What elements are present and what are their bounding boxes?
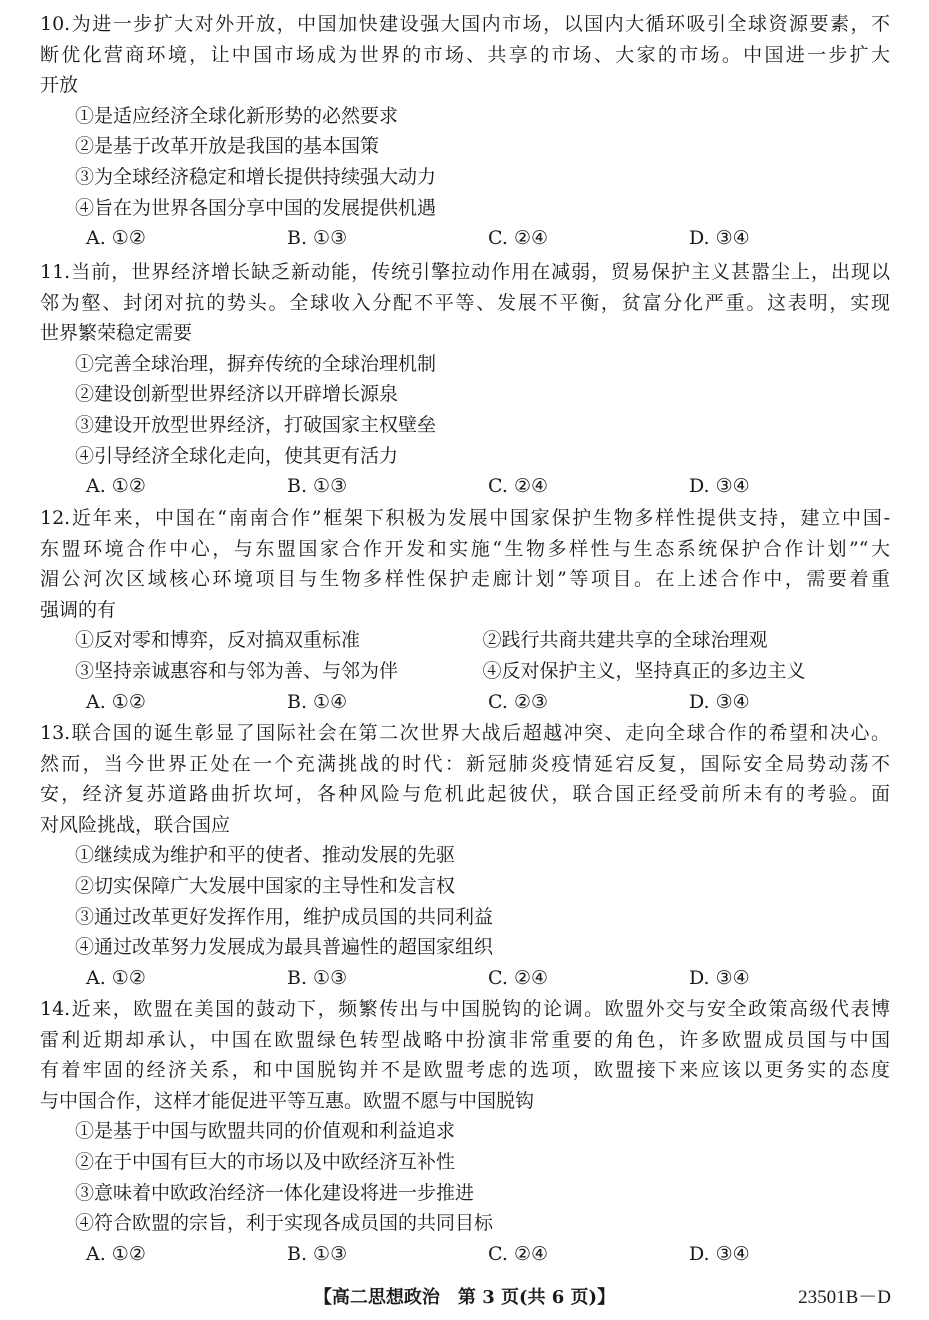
stem-line: 11.当前，世界经济增长缺乏新动能，传统引擎拉动作用在减弱，贸易保护主义甚嚣尘上，出现以 (40, 261, 890, 283)
question-10 (40, 9, 890, 254)
choice-d: D. ③④ (689, 475, 750, 498)
option-2: ②践行共商共建共享的全球治理观 (482, 629, 768, 652)
stem-line: 有着牢固的经济关系，和中国脱钩并不是欧盟考虑的选项，欧盟接下来应该以更务实的态度 (40, 1059, 890, 1082)
option-1: ①反对零和博弈，反对搞双重标准 (75, 629, 361, 652)
stem-line: 开放 (40, 74, 79, 97)
answer-choices (40, 1239, 890, 1270)
stem-line: 湄公河次区域核心环境项目与生物多样性保护走廊计划”等项目。在上述合作中，需要着重 (40, 568, 890, 591)
choice-c: C. ②④ (488, 966, 549, 989)
stem-line: 东盟环境合作中心，与东盟国家合作开发和实施“生物多样性与生态系统保护合作计划”“大 (40, 537, 890, 560)
option-1: ①完善全球治理，摒弃传统的全球治理机制 (75, 352, 437, 375)
stem-line: 断优化营商环境，让中国市场成为世界的市场、共享的市场、大家的市场。中国进一步扩大 (40, 43, 890, 66)
choice-b: B. ①③ (287, 227, 348, 250)
option-4: ④反对保护主义，坚持真正的多边主义 (482, 659, 806, 682)
choice-a: A. ①② (86, 475, 146, 498)
option-3: ③为全球经济稳定和增长提供持续强大动力 (75, 165, 437, 188)
stem-line: 13.联合国的诞生彰显了国际社会在第二次世界大战后超越冲突、走向全球合作的希望和决心。 (40, 722, 890, 744)
choice-c: C. ②④ (488, 1242, 549, 1265)
stem-line: 强调的有 (40, 598, 117, 621)
option-3: ③意味着中欧政治经济一体化建设将进一步推进 (75, 1181, 475, 1204)
question-stem (40, 9, 890, 101)
option-4: ④符合欧盟的宗旨，利于实现各成员国的共同目标 (75, 1212, 494, 1235)
stem-line: 雷利近期却承认，中国在欧盟绿色转型战略中扮演非常重要的角色，许多欧盟成员国与中国 (40, 1028, 890, 1051)
choice-b: B. ①③ (287, 966, 348, 989)
option-2: ②切实保障广大发展中国家的主导性和发言权 (75, 874, 456, 897)
stem-line: 世界繁荣稳定需要 (40, 322, 193, 345)
choice-a: A. ①② (86, 227, 146, 250)
answer-choices (40, 687, 890, 718)
answer-choices (40, 223, 890, 254)
option-3: ③建设开放型世界经济，打破国家主权壁垒 (75, 413, 437, 436)
option-3: ③坚持亲诚惠容和与邻为善、与邻为伴 (75, 659, 399, 682)
choice-d: D. ③④ (689, 1242, 750, 1265)
option-1: ①是适应经济全球化新形势的必然要求 (75, 104, 399, 127)
stem-line: 与中国合作，这样才能促进平等互惠。欧盟不愿与中国脱钩 (40, 1089, 535, 1112)
option-1: ①是基于中国与欧盟共同的价值观和利益追求 (75, 1120, 456, 1143)
question-stem (40, 994, 890, 1116)
stem-line: 12.近年来，中国在“南南合作”框架下积极为发展中国家保护生物多样性提供支持，建立中国- (40, 507, 890, 529)
stem-line: 14.近来，欧盟在美国的鼓动下，频繁传出与中国脱钩的论调。欧盟外交与安全政策高级代表博 (40, 998, 890, 1020)
option-2: ②建设创新型世界经济以开辟增长源泉 (75, 383, 399, 406)
stem-line: 安，经济复苏道路曲折坎坷，各种风险与危机此起彼伏，联合国正经受前所未有的考验。面 (40, 783, 890, 806)
footer-page-info: 【高二思想政治 第 3 页(共 6 页)】 (313, 1287, 616, 1308)
question-stem (40, 257, 890, 349)
choice-a: A. ①② (86, 966, 146, 989)
option-4: ④通过改革努力发展成为最具普遍性的超国家组织 (75, 936, 494, 959)
option-4: ④引导经济全球化走向，使其更有活力 (75, 444, 399, 467)
choice-d: D. ③④ (689, 227, 750, 250)
choice-b: B. ①③ (287, 1242, 348, 1265)
choice-c: C. ②④ (488, 475, 549, 498)
question-stem (40, 718, 890, 840)
option-row (40, 656, 890, 687)
choice-c: C. ②③ (488, 690, 549, 713)
question-14 (40, 994, 890, 1269)
choice-b: B. ①④ (287, 690, 348, 713)
choice-d: D. ③④ (689, 966, 750, 989)
option-row (40, 625, 890, 656)
choice-a: A. ①② (86, 690, 146, 713)
option-1: ①继续成为维护和平的使者、推动发展的先驱 (75, 844, 456, 867)
stem-line: 对风险挑战，联合国应 (40, 813, 231, 836)
page-footer (0, 1284, 929, 1312)
answer-choices (40, 963, 890, 994)
option-3: ③通过改革更好发挥作用，维护成员国的共同利益 (75, 905, 494, 928)
footer-exam-code: 23501B－D (798, 1287, 891, 1308)
stem-line: 邻为壑、封闭对抗的势头。全球收入分配不平等、发展不平衡，贫富分化严重。这表明，实现 (40, 291, 890, 314)
question-stem (40, 503, 890, 625)
choice-d: D. ③④ (689, 690, 750, 713)
option-2: ②在于中国有巨大的市场以及中欧经济互补性 (75, 1150, 456, 1173)
option-4: ④旨在为世界各国分享中国的发展提供机遇 (75, 196, 437, 219)
stem-line: 然而，当今世界正处在一个充满挑战的时代：新冠肺炎疫情延宕反复，国际安全局势动荡不 (40, 752, 890, 775)
option-2: ②是基于改革开放是我国的基本国策 (75, 135, 380, 158)
choice-a: A. ①② (86, 1242, 146, 1265)
question-12 (40, 503, 890, 717)
answer-choices (40, 471, 890, 502)
stem-line: 10.为进一步扩大对外开放，中国加快建设强大国内市场，以国内大循环吸引全球资源要素，不 (40, 13, 890, 35)
choice-c: C. ②④ (488, 227, 549, 250)
choice-b: B. ①③ (287, 475, 348, 498)
question-13 (40, 718, 890, 993)
question-11 (40, 257, 890, 502)
